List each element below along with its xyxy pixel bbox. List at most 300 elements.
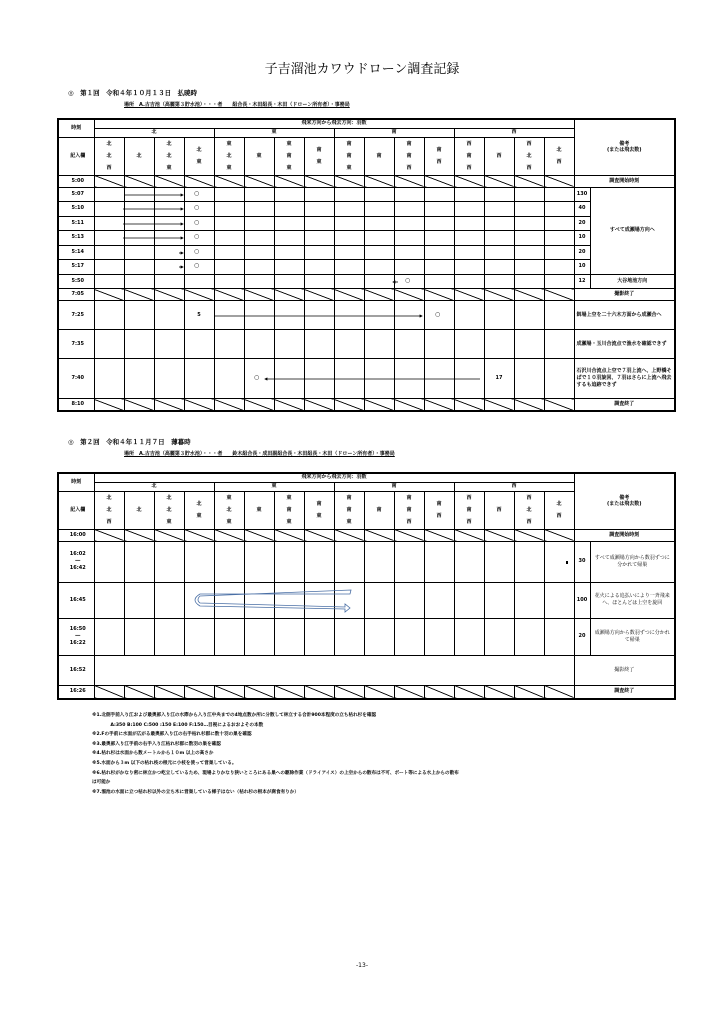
count-cell: 40 [574, 202, 590, 217]
table-row [58, 685, 675, 699]
direction-cell [124, 231, 154, 246]
direction-cell [154, 231, 184, 246]
direction-cell [154, 582, 184, 618]
direction-cell [334, 685, 364, 699]
direction-cell [124, 187, 154, 202]
direction-cell [364, 245, 394, 260]
direction-cell [424, 330, 454, 359]
group-header: 東 [214, 482, 334, 491]
direction-cell [424, 202, 454, 217]
direction-header [214, 491, 244, 529]
count-cell: 130 [574, 187, 590, 202]
direction-cell [94, 202, 124, 217]
remark-cell: 成瀬場方向から数羽ずつに分かれて帰巣 [590, 618, 675, 655]
table-row [58, 529, 675, 541]
direction-label: 南南東 [346, 495, 352, 525]
direction-cell [364, 260, 394, 275]
direction-cell [304, 202, 334, 217]
direction-cell [514, 301, 544, 330]
direction-cell [334, 231, 364, 246]
direction-cell [424, 187, 454, 202]
direction-cell [124, 399, 154, 411]
direction-cell [364, 274, 394, 289]
direction-cell [94, 245, 124, 260]
direction-header [124, 491, 154, 529]
direction-cell [544, 582, 574, 618]
time-cell: 7:05 [58, 289, 94, 301]
direction-cell [424, 175, 454, 187]
direction-cell [394, 529, 424, 541]
direction-cell [454, 187, 484, 202]
direction-cell [214, 685, 244, 699]
remark-cell: 成瀬場・玉川合流点で漁水を確認できず [574, 330, 675, 359]
direction-cell [94, 330, 124, 359]
direction-cell [514, 274, 544, 289]
remarks-header [574, 119, 675, 175]
direction-cell [514, 187, 544, 202]
direction-cell [514, 399, 544, 411]
direction-cell [364, 289, 394, 301]
direction-cell [274, 330, 304, 359]
direction-cell [244, 274, 274, 289]
direction-cell [124, 359, 154, 399]
time-cell: 5:14 [58, 245, 94, 260]
direction-cell [214, 245, 244, 260]
footnote: A:350 B:100 C:500 :150 E:100 F:150…目視によるおおよその本数 [92, 722, 264, 728]
direction-cell: 5 [184, 301, 214, 330]
time-from: 16:02 [69, 551, 86, 558]
direction-header [274, 137, 304, 175]
direction-label: 南東 [316, 147, 322, 165]
entry-header: 記入欄 [58, 137, 94, 175]
direction-cell [394, 330, 424, 359]
marker-5-50: ○ [405, 277, 411, 284]
direction-cell [154, 399, 184, 411]
time-cell [58, 618, 94, 655]
marker-5-14: ○ [194, 248, 200, 255]
direction-header [484, 491, 514, 529]
direction-cell [454, 289, 484, 301]
direction-cell [364, 359, 394, 399]
direction-cell [274, 685, 304, 699]
direction-cell [244, 685, 274, 699]
span-header: 飛来方向から飛去方向：羽数 [94, 473, 574, 482]
direction-cell [154, 330, 184, 359]
direction-header [334, 491, 364, 529]
direction-cell [244, 216, 274, 231]
direction-cell [244, 175, 274, 187]
direction-cell [364, 399, 394, 411]
direction-cell [184, 289, 214, 301]
direction-cell: 17 [484, 359, 514, 399]
direction-cell [544, 330, 574, 359]
direction-cell [334, 330, 364, 359]
direction-header [364, 491, 394, 529]
direction-cell [364, 330, 394, 359]
direction-cell [544, 685, 574, 699]
table-row [58, 274, 675, 289]
direction-cell [334, 274, 364, 289]
direction-cell [484, 245, 514, 260]
direction-cell [394, 175, 424, 187]
remark-cell: 調査終了 [574, 685, 675, 699]
footnote: ※2.Fの手前に水面が広がる最奥部入り江の右手枯れ杉群に数十羽の巣を確認 [92, 732, 252, 738]
direction-cell [514, 541, 544, 582]
direction-label: 南西 [436, 501, 442, 519]
direction-cell [394, 202, 424, 217]
direction-cell [214, 529, 244, 541]
remark-cell: 餌場上空を二十六木方面から成瀬合へ [574, 301, 675, 330]
direction-cell [274, 301, 304, 330]
direction-cell [244, 289, 274, 301]
direction-cell [334, 582, 364, 618]
direction-cell [394, 187, 424, 202]
marker-5-17: ○ [194, 262, 200, 269]
direction-cell [544, 359, 574, 399]
direction-cell [454, 541, 484, 582]
direction-cell [304, 260, 334, 275]
direction-cell [244, 260, 274, 275]
time-cell: 7:35 [58, 330, 94, 359]
direction-cell [244, 187, 274, 202]
direction-cell [454, 245, 484, 260]
direction-cell [154, 274, 184, 289]
direction-cell [334, 216, 364, 231]
table-row [58, 330, 675, 359]
direction-cell [334, 541, 364, 582]
direction-cell [394, 301, 424, 330]
footnote: ※6.枯れ杉がかなり密に林立かつ屹立しているため、現場よりかなり狭いところにある巣への駆除作業（ドライアイス）の上空からの散布は不可、ボート等による水上からの散布 [92, 770, 459, 776]
direction-cell [184, 618, 214, 655]
direction-cell [124, 202, 154, 217]
direction-cell [484, 289, 514, 301]
direction-cell [214, 187, 244, 202]
direction-label: 西北西 [526, 495, 532, 525]
time-to: 16:42 [69, 564, 86, 571]
direction-cell [184, 582, 214, 618]
direction-cell [154, 541, 184, 582]
direction-cell [124, 685, 154, 699]
direction-cell [184, 175, 214, 187]
direction-cell [544, 399, 574, 411]
direction-header [184, 491, 214, 529]
direction-cell [394, 216, 424, 231]
span-header: 飛来方向から飛去方向：羽数 [94, 119, 574, 128]
direction-cell [244, 231, 274, 246]
direction-cell [484, 260, 514, 275]
direction-cell [514, 582, 544, 618]
direction-label: 東南東 [286, 141, 292, 171]
direction-cell [94, 231, 124, 246]
direction-cell [214, 582, 244, 618]
direction-cell [94, 618, 124, 655]
direction-header [304, 137, 334, 175]
direction-cell [484, 175, 514, 187]
direction-cell [304, 359, 334, 399]
remark-cell: 石沢川合流点上空で７羽上流へ、上野橋そばで１０羽旋回、７羽はさらに上流へ飛去するも追跡できず [574, 359, 675, 399]
footnote: ※3.最奥部入り江手前の右手入り江枯れ杉群に数羽の巣を確認 [92, 741, 221, 747]
direction-cell [484, 399, 514, 411]
direction-cell [244, 301, 274, 330]
direction-cell [364, 216, 394, 231]
direction-cell [124, 216, 154, 231]
direction-cell [364, 582, 394, 618]
table-row [58, 359, 675, 399]
direction-label: 東 [256, 153, 262, 159]
direction-label: 西 [496, 153, 502, 159]
direction-cell [154, 529, 184, 541]
direction-header [544, 137, 574, 175]
time-cell: 5:17 [58, 260, 94, 275]
count-cell: 20 [574, 618, 590, 655]
direction-cell [214, 289, 244, 301]
table-row [58, 245, 675, 260]
table-row [58, 202, 675, 217]
direction-cell [94, 359, 124, 399]
direction-cell [454, 618, 484, 655]
direction-label: 東北東 [226, 495, 232, 525]
direction-cell [244, 399, 274, 411]
time-dash: ― [75, 633, 81, 640]
direction-cell [154, 260, 184, 275]
direction-cell [544, 231, 574, 246]
direction-label: 南南東 [346, 141, 352, 171]
direction-header [394, 491, 424, 529]
direction-cell [154, 359, 184, 399]
direction-label: 北北西 [106, 141, 112, 171]
direction-label: 北北東 [166, 495, 172, 525]
direction-cell [154, 301, 184, 330]
direction-header [94, 137, 124, 175]
direction-cell [94, 216, 124, 231]
direction-cell [274, 289, 304, 301]
direction-cell [214, 330, 244, 359]
direction-header [364, 137, 394, 175]
count-cell: 10 [574, 231, 590, 246]
time-from: 16:50 [69, 626, 86, 633]
direction-cell [124, 330, 154, 359]
direction-cell [304, 231, 334, 246]
remarks-sublabel: (または飛去数) [606, 501, 642, 508]
direction-cell [424, 399, 454, 411]
direction-cell [544, 618, 574, 655]
direction-cell [424, 618, 454, 655]
direction-cell [214, 202, 244, 217]
direction-header [154, 491, 184, 529]
direction-cell [304, 541, 334, 582]
direction-label: 西南西 [466, 495, 472, 525]
direction-cell [544, 202, 574, 217]
direction-cell [544, 216, 574, 231]
direction-label: 北北西 [106, 495, 112, 525]
direction-cell [274, 582, 304, 618]
direction-cell [214, 301, 244, 330]
direction-cell [154, 216, 184, 231]
direction-cell [214, 399, 244, 411]
direction-cell [484, 274, 514, 289]
direction-cell [544, 187, 574, 202]
group-header: 南 [334, 482, 454, 491]
direction-cell [484, 529, 514, 541]
footnote: は可能か [92, 780, 111, 786]
remark-cell: すべて成瀬場方向から数羽ずつに分かれて帰巣 [590, 541, 675, 582]
direction-cell [394, 289, 424, 301]
direction-cell [454, 274, 484, 289]
table-row [58, 618, 675, 655]
direction-cell [94, 260, 124, 275]
direction-cell [394, 231, 424, 246]
count-cell: 100 [574, 582, 590, 618]
direction-cell [394, 245, 424, 260]
table-row [58, 289, 675, 301]
direction-cell [184, 359, 214, 399]
direction-cell [424, 541, 454, 582]
direction-cell [364, 529, 394, 541]
session1-heading: ◎ 第１回 令和４年１０月１３日 払暁時 [68, 89, 198, 97]
direction-cell [274, 202, 304, 217]
direction-label: 北東 [196, 501, 202, 519]
direction-cell [334, 245, 364, 260]
table-row [58, 582, 675, 618]
direction-cell [484, 231, 514, 246]
direction-cell [274, 274, 304, 289]
session2-table [57, 472, 676, 700]
direction-span-cell [94, 655, 574, 685]
direction-cell [274, 618, 304, 655]
direction-cell [94, 685, 124, 699]
direction-cell [274, 541, 304, 582]
time-cell: 5:13 [58, 231, 94, 246]
direction-header [454, 491, 484, 529]
remark-cell: 調査開始時刻 [574, 175, 675, 187]
direction-header [184, 137, 214, 175]
marker-7-40: ○ [254, 374, 260, 381]
direction-label: 南 [376, 507, 382, 513]
direction-header [304, 491, 334, 529]
direction-cell [424, 260, 454, 275]
direction-cell [94, 541, 124, 582]
direction-header [514, 491, 544, 529]
direction-cell [394, 359, 424, 399]
time-cell: 16:00 [58, 529, 94, 541]
direction-cell [184, 529, 214, 541]
direction-cell [124, 245, 154, 260]
direction-cell [184, 685, 214, 699]
direction-label: 北 [136, 153, 142, 159]
entry-header: 記入欄 [58, 491, 94, 529]
direction-cell [484, 187, 514, 202]
direction-cell [514, 202, 544, 217]
direction-cell [304, 301, 334, 330]
time-cell: 8:10 [58, 399, 94, 411]
direction-cell [304, 529, 334, 541]
direction-cell [304, 216, 334, 231]
direction-cell [334, 529, 364, 541]
direction-cell [424, 216, 454, 231]
session2-location: 場所 A.古吉池（高麗第３貯水池）・・・者 鈴木組合長・成田副組合長・木田組長・木田（ドローン所有者）・事務局 [124, 451, 395, 457]
direction-cell [514, 618, 544, 655]
remark-cell: すべて成瀬場方向へ [590, 187, 675, 274]
direction-label: 南 [376, 153, 382, 159]
direction-label: 東 [256, 507, 262, 513]
direction-cell [484, 618, 514, 655]
direction-cell [364, 175, 394, 187]
direction-cell [484, 582, 514, 618]
count-cell: 10 [574, 260, 590, 275]
direction-header [244, 137, 274, 175]
time-cell: 16:26 [58, 685, 94, 699]
direction-cell [124, 541, 154, 582]
direction-cell [334, 301, 364, 330]
remarks-label: 備考 [619, 494, 630, 501]
remark-cell: 撮影終了 [574, 289, 675, 301]
time-cell: 16:52 [58, 655, 94, 685]
direction-cell [244, 582, 274, 618]
direction-cell [484, 330, 514, 359]
direction-label: 南南西 [406, 495, 412, 525]
session1-table [57, 118, 676, 412]
direction-cell [304, 289, 334, 301]
direction-cell [514, 245, 544, 260]
direction-cell [514, 216, 544, 231]
direction-cell [424, 274, 454, 289]
table-row [58, 541, 675, 582]
direction-cell [484, 685, 514, 699]
table-row [58, 260, 675, 275]
marker-7-25: ○ [435, 311, 441, 318]
direction-cell [124, 529, 154, 541]
marker-5-11: ○ [194, 219, 200, 226]
direction-cell [304, 685, 334, 699]
direction-cell [154, 245, 184, 260]
table-row [58, 231, 675, 246]
time-cell: 16:45 [58, 582, 94, 618]
direction-cell [544, 541, 574, 582]
direction-cell [364, 541, 394, 582]
direction-header [214, 137, 244, 175]
direction-cell [124, 260, 154, 275]
direction-cell [514, 289, 544, 301]
document-title: 子吉溜池カワウドローン調査記録 [264, 62, 460, 77]
direction-cell [424, 582, 454, 618]
direction-cell [544, 529, 574, 541]
table-row [58, 399, 675, 411]
direction-header [244, 491, 274, 529]
direction-cell [274, 399, 304, 411]
direction-cell [334, 289, 364, 301]
direction-cell [424, 231, 454, 246]
footnote: ※4.枯れ杉は水面から数メートルから１０m 以上の高さか [92, 751, 214, 757]
time-header: 時刻 [58, 119, 94, 137]
count-cell: 20 [574, 216, 590, 231]
page-number: -13- [356, 962, 368, 969]
group-header: 北 [94, 482, 214, 491]
direction-cell [274, 216, 304, 231]
table-row [58, 655, 675, 685]
direction-label: 南南西 [406, 141, 412, 171]
direction-cell [244, 541, 274, 582]
remark-cell: 大谷地池方向 [590, 274, 675, 289]
count-cell: 12 [574, 274, 590, 289]
direction-cell [154, 685, 184, 699]
remarks-label: 備考 [619, 140, 630, 147]
direction-cell [454, 582, 484, 618]
session1-location: 場所 A.古吉池（高麗第３貯水池）・・・者 組合長・木田組長・木田（ドローン所有者）・事務局 [124, 102, 350, 108]
table-row [58, 301, 675, 330]
direction-cell [514, 330, 544, 359]
remarks-sublabel: (または飛去数) [606, 147, 642, 154]
footnote: ※1.北側手前入り江および最奥部入り江の水際から入り江中央までの4地点数か所に分散して林立する合計900本程度の立ち枯れ杉を確認 [92, 713, 377, 718]
